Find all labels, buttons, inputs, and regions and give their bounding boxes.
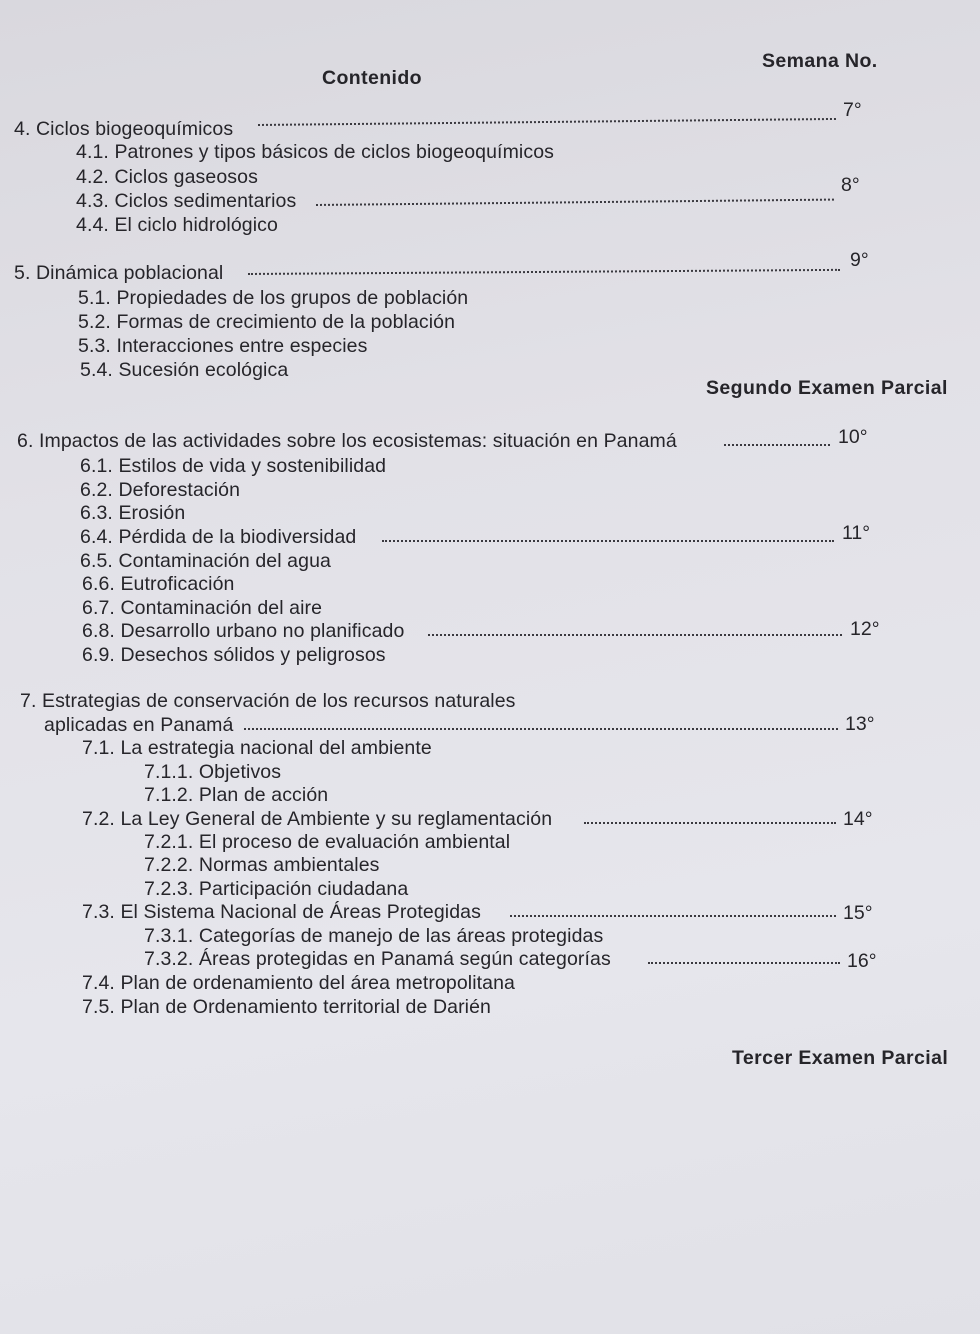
section-7-title: 7. Estrategias de conservación de los recursos naturales — [20, 690, 516, 712]
week-number: 8° — [841, 174, 860, 196]
toc-item: 6.4. Pérdida de la biodiversidad — [80, 526, 357, 548]
leader-dots — [584, 822, 836, 824]
week-number: 9° — [850, 249, 869, 271]
toc-item: 4.3. Ciclos sedimentarios — [76, 190, 297, 212]
leader-dots — [248, 269, 840, 275]
leader-dots — [382, 540, 834, 542]
week-number: 16° — [847, 950, 877, 972]
exam-label: Segundo Examen Parcial — [706, 377, 948, 399]
toc-item: 6.9. Desechos sólidos y peligrosos — [82, 644, 386, 666]
toc-subitem: 7.2.1. El proceso de evaluación ambiental — [144, 831, 511, 853]
toc-item: 7.5. Plan de Ordenamiento territorial de Darién — [82, 996, 492, 1018]
toc-item: 7.2. La Ley General de Ambiente y su reglamentación — [82, 808, 553, 830]
toc-item: 6.2. Deforestación — [80, 479, 241, 501]
section-6-title: 6. Impactos de las actividades sobre los ecosistemas: situación en Panamá — [17, 430, 677, 452]
week-number: 7° — [843, 99, 862, 121]
toc-subitem: 7.3.1. Categorías de manejo de las áreas protegidas — [144, 925, 604, 947]
section-5-title: 5. Dinámica poblacional — [14, 262, 224, 284]
toc-item: 4.4. El ciclo hidrológico — [76, 214, 278, 236]
week-number: 10° — [838, 426, 868, 448]
toc-item: 5.1. Propiedades de los grupos de población — [78, 287, 469, 309]
week-number: 11° — [842, 522, 871, 544]
toc-item: 5.4. Sucesión ecológica — [80, 359, 289, 381]
week-number: 14° — [843, 808, 873, 830]
toc-subitem: 7.1.2. Plan de acción — [144, 784, 329, 806]
toc-item: 6.6. Eutroficación — [82, 573, 235, 595]
leader-dots — [316, 199, 834, 206]
leader-dots — [428, 634, 842, 636]
toc-item: 6.5. Contaminación del agua — [80, 550, 331, 572]
toc-item: 6.1. Estilos de vida y sostenibilidad — [80, 455, 387, 477]
leader-dots — [724, 444, 830, 446]
toc-subitem: 7.3.2. Áreas protegidas en Panamá según categorías — [144, 948, 611, 970]
toc-item: 6.8. Desarrollo urbano no planificado — [82, 620, 405, 642]
toc-subitem: 7.2.2. Normas ambientales — [144, 854, 380, 876]
toc-item: 6.3. Erosión — [80, 502, 186, 524]
section-4-title: 4. Ciclos biogeoquímicos — [14, 118, 234, 140]
leader-dots — [510, 915, 836, 917]
page-title: Contenido — [322, 67, 422, 89]
toc-item: 7.3. El Sistema Nacional de Áreas Protegidas — [82, 901, 481, 923]
leader-dots — [244, 728, 838, 730]
toc-subitem: 7.2.3. Participación ciudadana — [144, 878, 409, 900]
leader-dots — [648, 962, 840, 964]
toc-item: 7.1. La estrategia nacional del ambiente — [82, 737, 432, 759]
week-column-header: Semana No. — [762, 50, 878, 72]
toc-item: 5.3. Interacciones entre especies — [78, 335, 368, 357]
toc-item: 5.2. Formas de crecimiento de la población — [78, 311, 456, 333]
week-number: 12° — [850, 618, 880, 640]
toc-item: 4.1. Patrones y tipos básicos de ciclos biogeoquímicos — [76, 141, 554, 163]
week-number: 13° — [845, 713, 875, 735]
exam-label: Tercer Examen Parcial — [732, 1047, 949, 1069]
toc-item: 4.2. Ciclos gaseosos — [76, 166, 258, 188]
toc-subitem: 7.1.1. Objetivos — [144, 761, 282, 783]
section-7-title-cont: aplicadas en Panamá — [44, 714, 234, 736]
leader-dots — [258, 118, 836, 126]
toc-item: 7.4. Plan de ordenamiento del área metropolitana — [82, 972, 515, 994]
toc-item: 6.7. Contaminación del aire — [82, 597, 323, 619]
week-number: 15° — [843, 902, 873, 924]
